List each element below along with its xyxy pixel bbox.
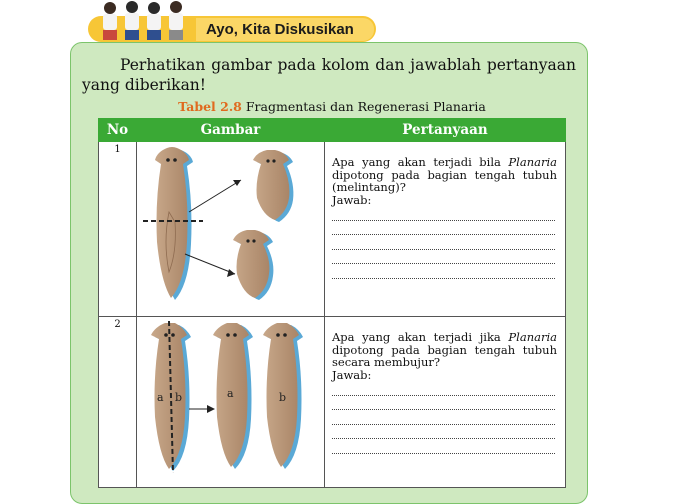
planaria-table xyxy=(98,118,566,488)
row-image-transverse xyxy=(137,142,325,317)
instruction-body: Perhatikan gambar pada kolom dan jawablah pertanyaan yang diberikan! xyxy=(82,56,576,94)
row-number: 2 xyxy=(99,317,137,488)
label-b-left: b xyxy=(175,391,183,404)
planaria-fragment-tail xyxy=(233,230,269,298)
answer-label: Jawab: xyxy=(332,367,372,382)
question-text xyxy=(332,331,557,369)
answer-line[interactable] xyxy=(332,264,555,279)
answer-line[interactable] xyxy=(332,206,555,221)
table-caption-label: Tabel 2.8 xyxy=(178,99,242,114)
table-row xyxy=(99,142,566,317)
label-a-right: a xyxy=(227,387,234,400)
instruction-text xyxy=(82,55,576,95)
table-caption-text: Fragmentasi dan Regenerasi Planaria xyxy=(245,99,486,114)
answer-label: Jawab: xyxy=(332,192,372,207)
header-no: No xyxy=(99,119,137,142)
header-question: Pertanyaan xyxy=(325,119,566,142)
answer-line[interactable] xyxy=(332,439,555,454)
table-caption xyxy=(98,99,566,115)
planaria-fragment-head xyxy=(253,150,289,220)
answer-line[interactable] xyxy=(332,425,555,440)
label-b-right: b xyxy=(279,391,287,404)
question-cell xyxy=(325,142,566,317)
answer-line[interactable] xyxy=(332,410,555,425)
answer-line[interactable] xyxy=(332,381,555,396)
row-number: 1 xyxy=(99,142,137,317)
question-species: Planaria xyxy=(508,330,557,344)
question-text xyxy=(332,156,557,194)
question-cell xyxy=(325,317,566,488)
answer-line[interactable] xyxy=(332,221,555,236)
answer-line[interactable] xyxy=(332,396,555,411)
question-species: Planaria xyxy=(508,155,557,169)
answer-line[interactable] xyxy=(332,250,555,265)
question-text-end: dipotong pada bagian tengah tubuh secara membujur? xyxy=(332,342,557,369)
students-illustration xyxy=(92,0,192,44)
header-image: Gambar xyxy=(137,119,325,142)
table-row xyxy=(99,317,566,488)
answer-line[interactable] xyxy=(332,235,555,250)
planaria-longitudinal-cut-figure xyxy=(137,317,325,473)
table-header-row xyxy=(99,119,566,142)
label-a-left: a xyxy=(157,391,164,404)
question-text-start: Apa yang akan terjadi bila xyxy=(332,155,509,169)
section-title: Ayo, Kita Diskusikan xyxy=(206,21,354,38)
planaria-transverse-cut-figure xyxy=(137,142,325,302)
question-text-end: dipotong pada bagian tengah tubuh (melintang)? xyxy=(332,167,557,194)
row-image-longitudinal xyxy=(137,317,325,488)
question-text-start: Apa yang akan terjadi jika xyxy=(332,330,509,344)
